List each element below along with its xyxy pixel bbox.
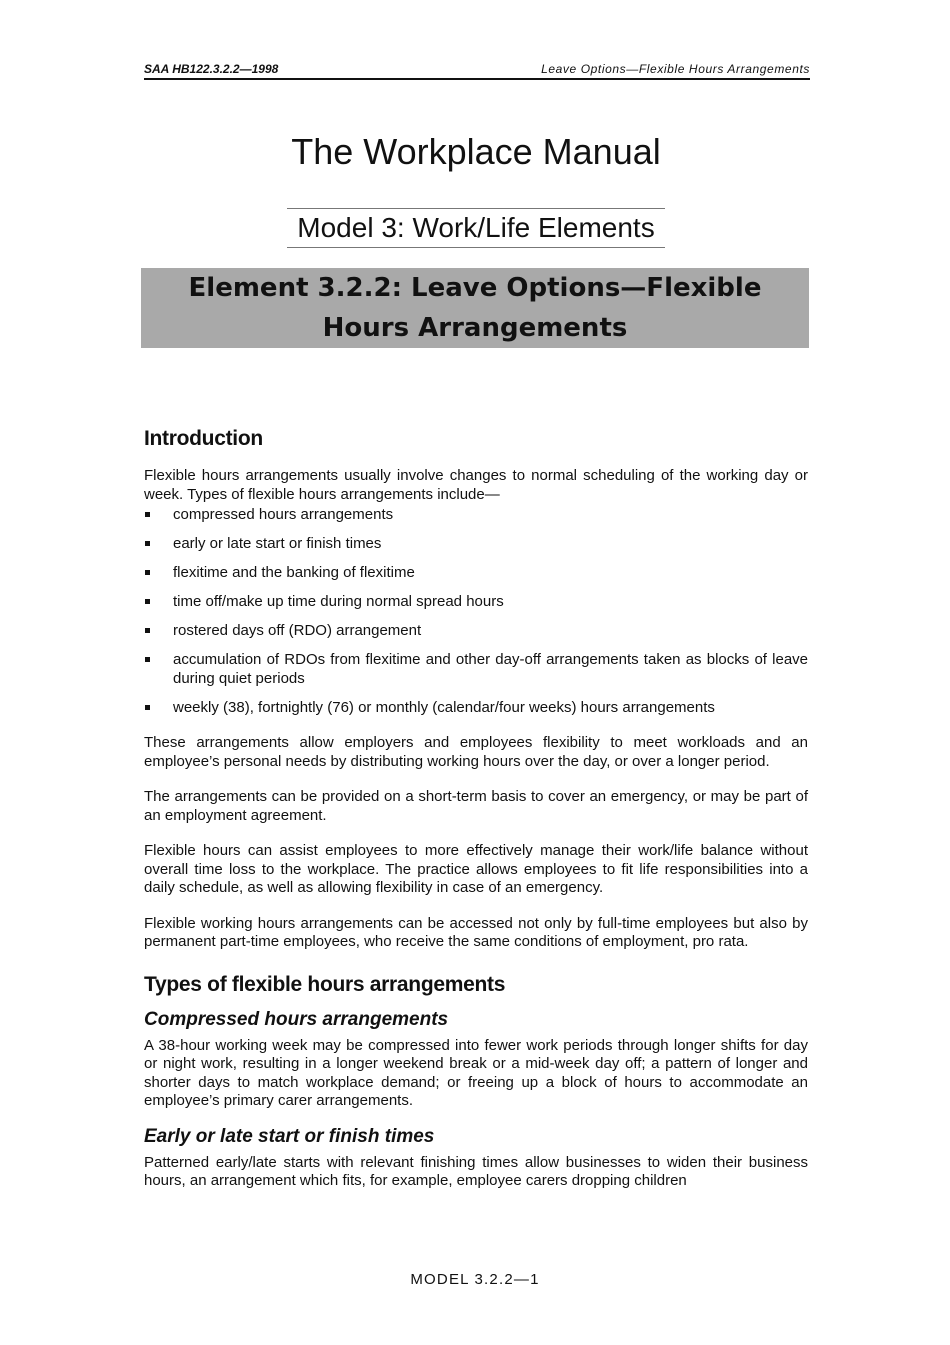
arrangement-types-list [144, 506, 808, 717]
types-heading: Types of flexible hours arrangements [144, 972, 506, 996]
body-paragraph: These arrangements allow employers and employees flexibility to meet workloads and an employee’s personal needs by distributing working hours over the day, or over a longer period. [144, 734, 808, 770]
introduction-heading: Introduction [144, 427, 263, 450]
model-title: Model 3: Work/Life Elements [287, 208, 665, 248]
compressed-hours-heading: Compressed hours arrangements [144, 1008, 449, 1030]
square-bullet-icon [145, 512, 150, 517]
square-bullet-icon [145, 541, 150, 546]
element-title-line-2: Hours Arrangements [322, 313, 628, 343]
list-item: early or late start or finish times [144, 535, 808, 554]
body-paragraph: The arrangements can be provided on a short-term basis to cover an emergency, or may be part of an employment agreement. [144, 788, 808, 824]
document-page [144, 58, 808, 1191]
manual-title: The Workplace Manual [291, 131, 661, 172]
early-late-start-heading: Early or late start or finish times [144, 1125, 435, 1147]
square-bullet-icon [145, 599, 150, 604]
list-item: rostered days off (RDO) arrangement [144, 622, 808, 641]
compressed-hours-text: A 38-hour working week may be compressed into fewer work periods through longer shifts for day or night work, resulting in a longer weekend break or a mid-week day off; a pattern of longer and shorter days to match workplace demand; or freeing up a block of hours to accommodate an employee’s primary carer arrangements. [144, 1036, 808, 1109]
square-bullet-icon [145, 628, 150, 633]
header-section-title: Leave Options—Flexible Hours Arrangements [541, 62, 810, 76]
body-paragraph: Flexible working hours arrangements can be accessed not only by full-time employees but also by permanent part-time employees, who receive the same conditions of employment, pro rata. [144, 914, 808, 950]
square-bullet-icon [145, 705, 150, 710]
header-standard-code: SAA HB122.3.2.2—1998 [144, 62, 279, 76]
introduction-lead: Flexible hours arrangements usually involve changes to normal scheduling of the working day or week. Types of flexible hours arrangements include— [144, 467, 808, 503]
square-bullet-icon [145, 570, 150, 575]
list-item: time off/make up time during normal spread hours [144, 593, 808, 612]
list-item: flexitime and the banking of flexitime [144, 564, 808, 583]
page-footer: MODEL 3.2.2—1 [410, 1271, 540, 1288]
list-item: compressed hours arrangements [144, 506, 808, 525]
element-title-line-1: Element 3.2.2: Leave Options—Flexible [188, 273, 762, 303]
body-paragraph: Flexible hours can assist employees to more effectively manage their work/life balance without overall time loss to the workplace. The practice allows employees to fit life responsibilities into a daily schedule, as well as allowing flexibility in case of an emergency. [144, 842, 808, 896]
early-late-start-text: Patterned early/late starts with relevant finishing times allow businesses to widen their business hours, an arrangement which fits, for example, employee carers dropping children [144, 1153, 808, 1189]
list-item: weekly (38), fortnightly (76) or monthly (calendar/four weeks) hours arrangements [144, 699, 808, 718]
element-title-banner [141, 268, 809, 348]
running-header [144, 58, 810, 80]
list-item: accumulation of RDOs from flexitime and other day-off arrangements taken as blocks of leave during quiet periods [144, 651, 808, 688]
element-title [189, 268, 762, 348]
square-bullet-icon [145, 657, 150, 662]
